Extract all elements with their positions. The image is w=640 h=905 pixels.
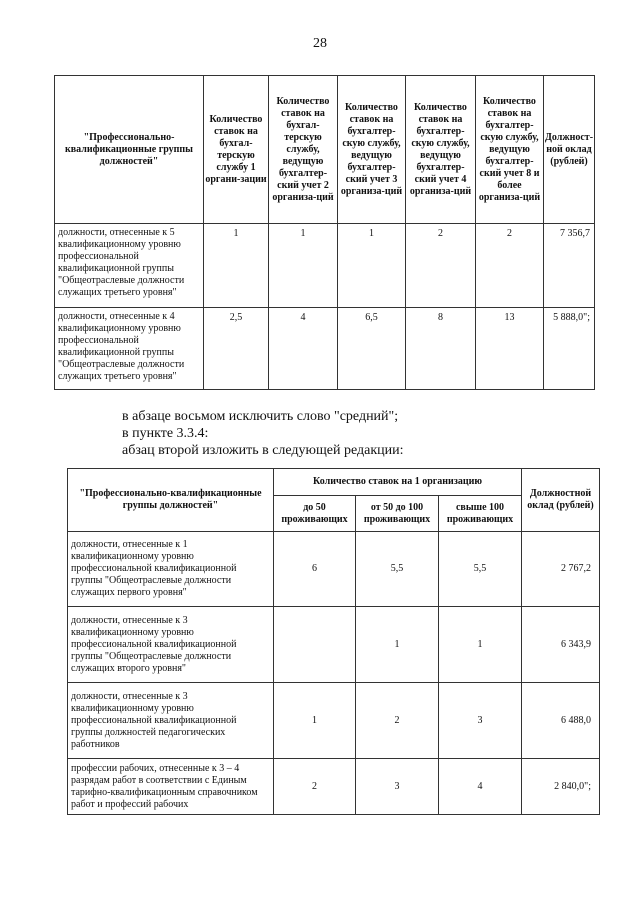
cell-value: 1	[439, 607, 522, 683]
table-row	[55, 308, 595, 390]
cell-value: 2,5	[204, 308, 269, 390]
table-row	[68, 532, 600, 607]
cell-value: 3	[439, 683, 522, 759]
row-label: профессии рабочих, отнесенные к 3 – 4 разрядам работ в соответствии с Единым тарифно-квалификационным справочником работ и профессий рабочих	[68, 759, 274, 815]
header-count-1-org: Количество ставок на бухгал-терскую службу 1 органи-зации	[204, 76, 269, 224]
page-number: 28	[313, 36, 327, 51]
header-salary: Должност-ной оклад (рублей)	[544, 76, 595, 224]
paragraph-line-3: абзац второй изложить в следующей редакции:	[122, 443, 404, 458]
header-group-name: "Профессионально-квалификационные группы должностей"	[55, 76, 204, 224]
cell-value: 1	[269, 224, 338, 308]
table-row	[68, 683, 600, 759]
cell-value: 6,5	[338, 308, 406, 390]
salary-table-residents	[67, 468, 600, 815]
cell-salary: 6 488,0	[522, 683, 600, 759]
header-count-3-org: Количество ставок на бухгалтер-скую службу, ведущую бухгалтер-ский учет 3 организа-ций	[338, 76, 406, 224]
cell-salary: 5 888,0";	[544, 308, 595, 390]
cell-value: 8	[406, 308, 476, 390]
cell-value: 2	[476, 224, 544, 308]
cell-value: 2	[274, 759, 356, 815]
header-salary: Должностной оклад (рублей)	[522, 469, 600, 532]
row-label: должности, отнесенные к 3 квалификационному уровню профессиональной квалификационной группы "Общеотраслевые должности служащих второго уровня"	[68, 607, 274, 683]
cell-value: 3	[356, 759, 439, 815]
salary-table-accounting	[54, 75, 595, 390]
paragraph-line-1: в абзаце восьмом исключить слово "средний";	[122, 409, 399, 424]
cell-value: 6	[274, 532, 356, 607]
table-row	[68, 607, 600, 683]
header-50-to-100: от 50 до 100 проживающих	[356, 496, 439, 532]
cell-value: 4	[269, 308, 338, 390]
cell-value: 1	[356, 607, 439, 683]
header-count-4-org: Количество ставок на бухгалтер-скую службу, ведущую бухгалтер-ский учет 4 организа-ций	[406, 76, 476, 224]
table-row	[68, 759, 600, 815]
cell-value: 1	[274, 683, 356, 759]
paragraph-line-2: в пункте 3.3.4:	[122, 426, 209, 441]
cell-salary: 7 356,7	[544, 224, 595, 308]
cell-salary: 2 840,0";	[522, 759, 600, 815]
cell-salary: 2 767,2	[522, 532, 600, 607]
row-label: должности, отнесенные к 5 квалификационному уровню профессиональной квалификационной группы "Общеотраслевые должности служащих третьего уровня"	[55, 224, 204, 308]
cell-value: 5,5	[439, 532, 522, 607]
header-up-to-50: до 50 проживающих	[274, 496, 356, 532]
row-label: должности, отнесенные к 4 квалификационному уровню профессиональной квалификационной группы "Общеотраслевые должности служащих третьего уровня"	[55, 308, 204, 390]
cell-salary: 6 343,9	[522, 607, 600, 683]
row-label: должности, отнесенные к 1 квалификационному уровню профессиональной квалификационной группы "Общеотраслевые должности служащих первого уровня"	[68, 532, 274, 607]
cell-value: 5,5	[356, 532, 439, 607]
cell-value: 1	[204, 224, 269, 308]
header-count-2-org: Количество ставок на бухгал-терскую службу, ведущую бухгалтер-ский учет 2 организа-ций	[269, 76, 338, 224]
cell-value: 1	[338, 224, 406, 308]
header-count-group: Количество ставок на 1 организацию	[274, 469, 522, 496]
cell-value: 2	[356, 683, 439, 759]
table-header-row	[55, 76, 595, 224]
cell-value: 2	[406, 224, 476, 308]
header-group-name: "Профессионально-квалификационные группы должностей"	[68, 469, 274, 532]
header-over-100: свыше 100 проживающих	[439, 496, 522, 532]
cell-value: 13	[476, 308, 544, 390]
cell-value: 4	[439, 759, 522, 815]
row-label: должности, отнесенные к 3 квалификационному уровню профессиональной квалификационной группы должностей педагогических работников	[68, 683, 274, 759]
table-row	[55, 224, 595, 308]
table-header-row	[68, 469, 600, 496]
header-count-8-org: Количество ставок на бухгалтер-скую службу, ведущую бухгалтер-ский учет 8 и более организа-ций	[476, 76, 544, 224]
cell-value	[274, 607, 356, 683]
